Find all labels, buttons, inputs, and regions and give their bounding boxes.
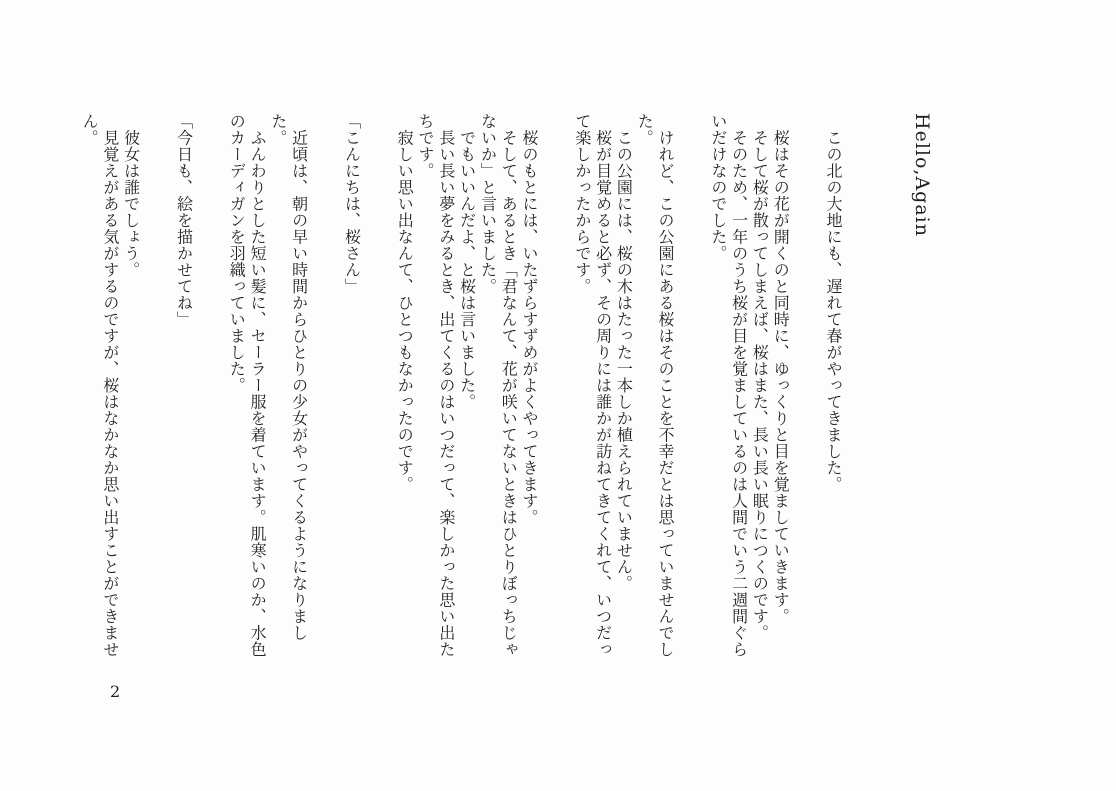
story-line: 見覚えがある気がするのですが、桜はなかなか思い出すことができません。 <box>80 113 120 658</box>
story-line: でもいいんだよ、と桜は言いました。 <box>457 113 477 410</box>
story-line: 「こんにちは、桜さん」 <box>342 113 362 295</box>
story-line: 長い長い夢をみるとき、出てくるのはいつだって、楽しかった思い出たちです。 <box>416 113 456 658</box>
story-line: そして、あるとき「君なんて、花が咲いてないときはひとりぼっちじゃないか」と言いました。 <box>478 113 519 658</box>
vertical-text-area <box>78 113 933 673</box>
story-line: この北の大地にも、遅れて春がやってきました。 <box>824 113 843 493</box>
story-line: そして桜が散ってしまえば、桜はまた、長い長い眠りにつくのです。 <box>750 113 770 641</box>
story-line: 近頃は、朝の早い時間からひとりの少女がやってくるようになりました。 <box>268 113 309 641</box>
story-line: この公園には、桜の木はたった一本しか植えられていません。 <box>614 113 634 592</box>
paragraph-group <box>78 113 140 673</box>
story-body <box>78 113 843 673</box>
story-line: 「今日も、絵を描かせてね」 <box>174 113 194 328</box>
paragraph-group <box>822 113 843 673</box>
page-title: Hello,Again <box>911 113 933 237</box>
story-line: 桜のもとには、いたずらすずめがよくやってきます。 <box>520 113 540 526</box>
paragraph-group <box>393 113 539 673</box>
story-line: そのため、一年のうち桜が目を覚ましているのは人間でいう二週間ぐらいだけなのでした。 <box>708 113 749 658</box>
paragraph-group <box>707 113 790 673</box>
paragraph-group <box>225 113 308 673</box>
story-line: 彼女は誰でしょう。 <box>121 113 141 278</box>
paragraph-group-dialogue <box>341 113 362 673</box>
story-line: 桜はその花が開くのと同時に、ゆっくりと目を覚ましていきます。 <box>771 113 791 625</box>
paragraph-group <box>571 113 675 673</box>
page-number: 2 <box>110 682 121 701</box>
story-line: 寂しい思い出なんて、ひとつもなかったのです。 <box>395 113 415 493</box>
story-line: 桜が目覚めると必ず、その周りには誰かが訪ねてきてくれて、いつだって楽しかったからです。 <box>572 113 613 658</box>
paragraph-group-dialogue <box>173 113 194 673</box>
story-line: ふんわりとした短い髪に、セーラー服を着ています。肌寒いのか、水色のカーディガンを羽織っていました。 <box>227 113 268 658</box>
story-line: けれど、この公園にある桜はそのことを不幸だとは思っていませんでした。 <box>635 113 676 658</box>
